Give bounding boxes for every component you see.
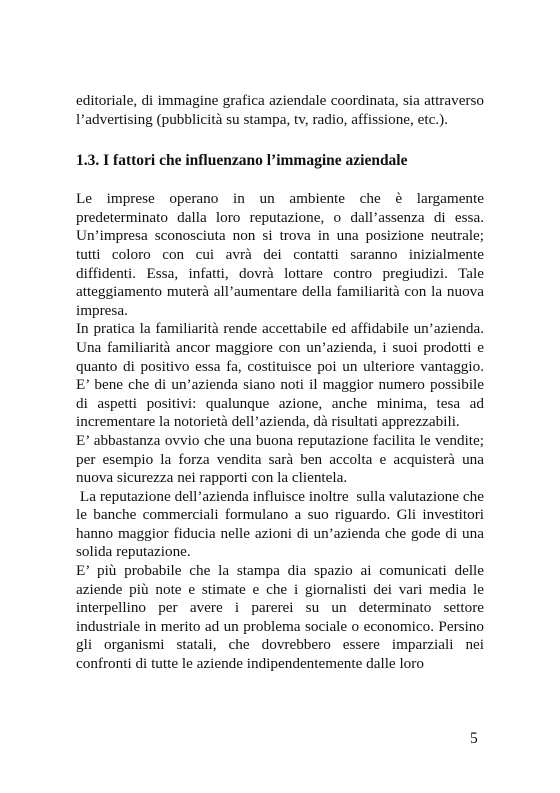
body-paragraph-2: In pratica la familiarità rende accettabile ed affidabile un’azienda. Una familiarità ancor maggiore con un’azienda, i suoi prodotti e quanto di positivo essa fa, costituisce poi un ulteriore vantaggio. E’ bene che di un’azienda siano noti il maggior numero possibile di aspetti positivi: qualunque azione, anche minima, tesa ad incrementare la notorietà dell’azienda, dà risultati apprezzabili. <box>76 320 484 431</box>
page-body <box>76 92 488 674</box>
body-paragraph-5: E’ più probabile che la stampa dia spazio ai comunicati delle aziende più note e stimate e che i giornalisti dei vari media le interpellino per avere i parerei su un determinato settore industriale in merito ad un problema sociale o economico. Persino gli organismi statali, che dovrebbero essere imparziali nei confronti di tutte le aziende indipendentemente dalle loro <box>76 562 484 673</box>
page-number: 5 <box>470 730 478 747</box>
body-paragraph-1: Le imprese operano in un ambiente che è largamente predeterminato dalla loro reputazione, o dall’assenza di essa. Un’impresa sconosciuta non si trova in una posizione neutrale; tutti coloro con cui avrà dei contatti saranno inizialmente diffidenti. Essa, infatti, dovrà lottare contro pregiudizi. Tale atteggiamento muterà all’aumentare della familiarità con la nuova impresa. <box>76 190 484 319</box>
section-heading: 1.3. I fattori che influenzano l’immagine aziendale <box>76 152 408 170</box>
intro-paragraph: editoriale, di immagine grafica aziendale coordinata, sia attraverso l’advertising (pubblicità su stampa, tv, radio, affissione, etc.). <box>76 92 484 128</box>
body-paragraph-3: E’ abbastanza ovvio che una buona reputazione facilita le vendite; per esempio la forza vendita sarà ben accolta e acquisterà una nuova sicurezza nei rapporti con la clientela. <box>76 431 484 487</box>
body-paragraph-4: La reputazione dell’azienda influisce inoltre sulla valutazione che le banche commerciali formulano a suo riguardo. Gli investitori hanno maggior fiducia nelle azioni di un’azienda che gode di una solida reputazione. <box>76 487 488 561</box>
